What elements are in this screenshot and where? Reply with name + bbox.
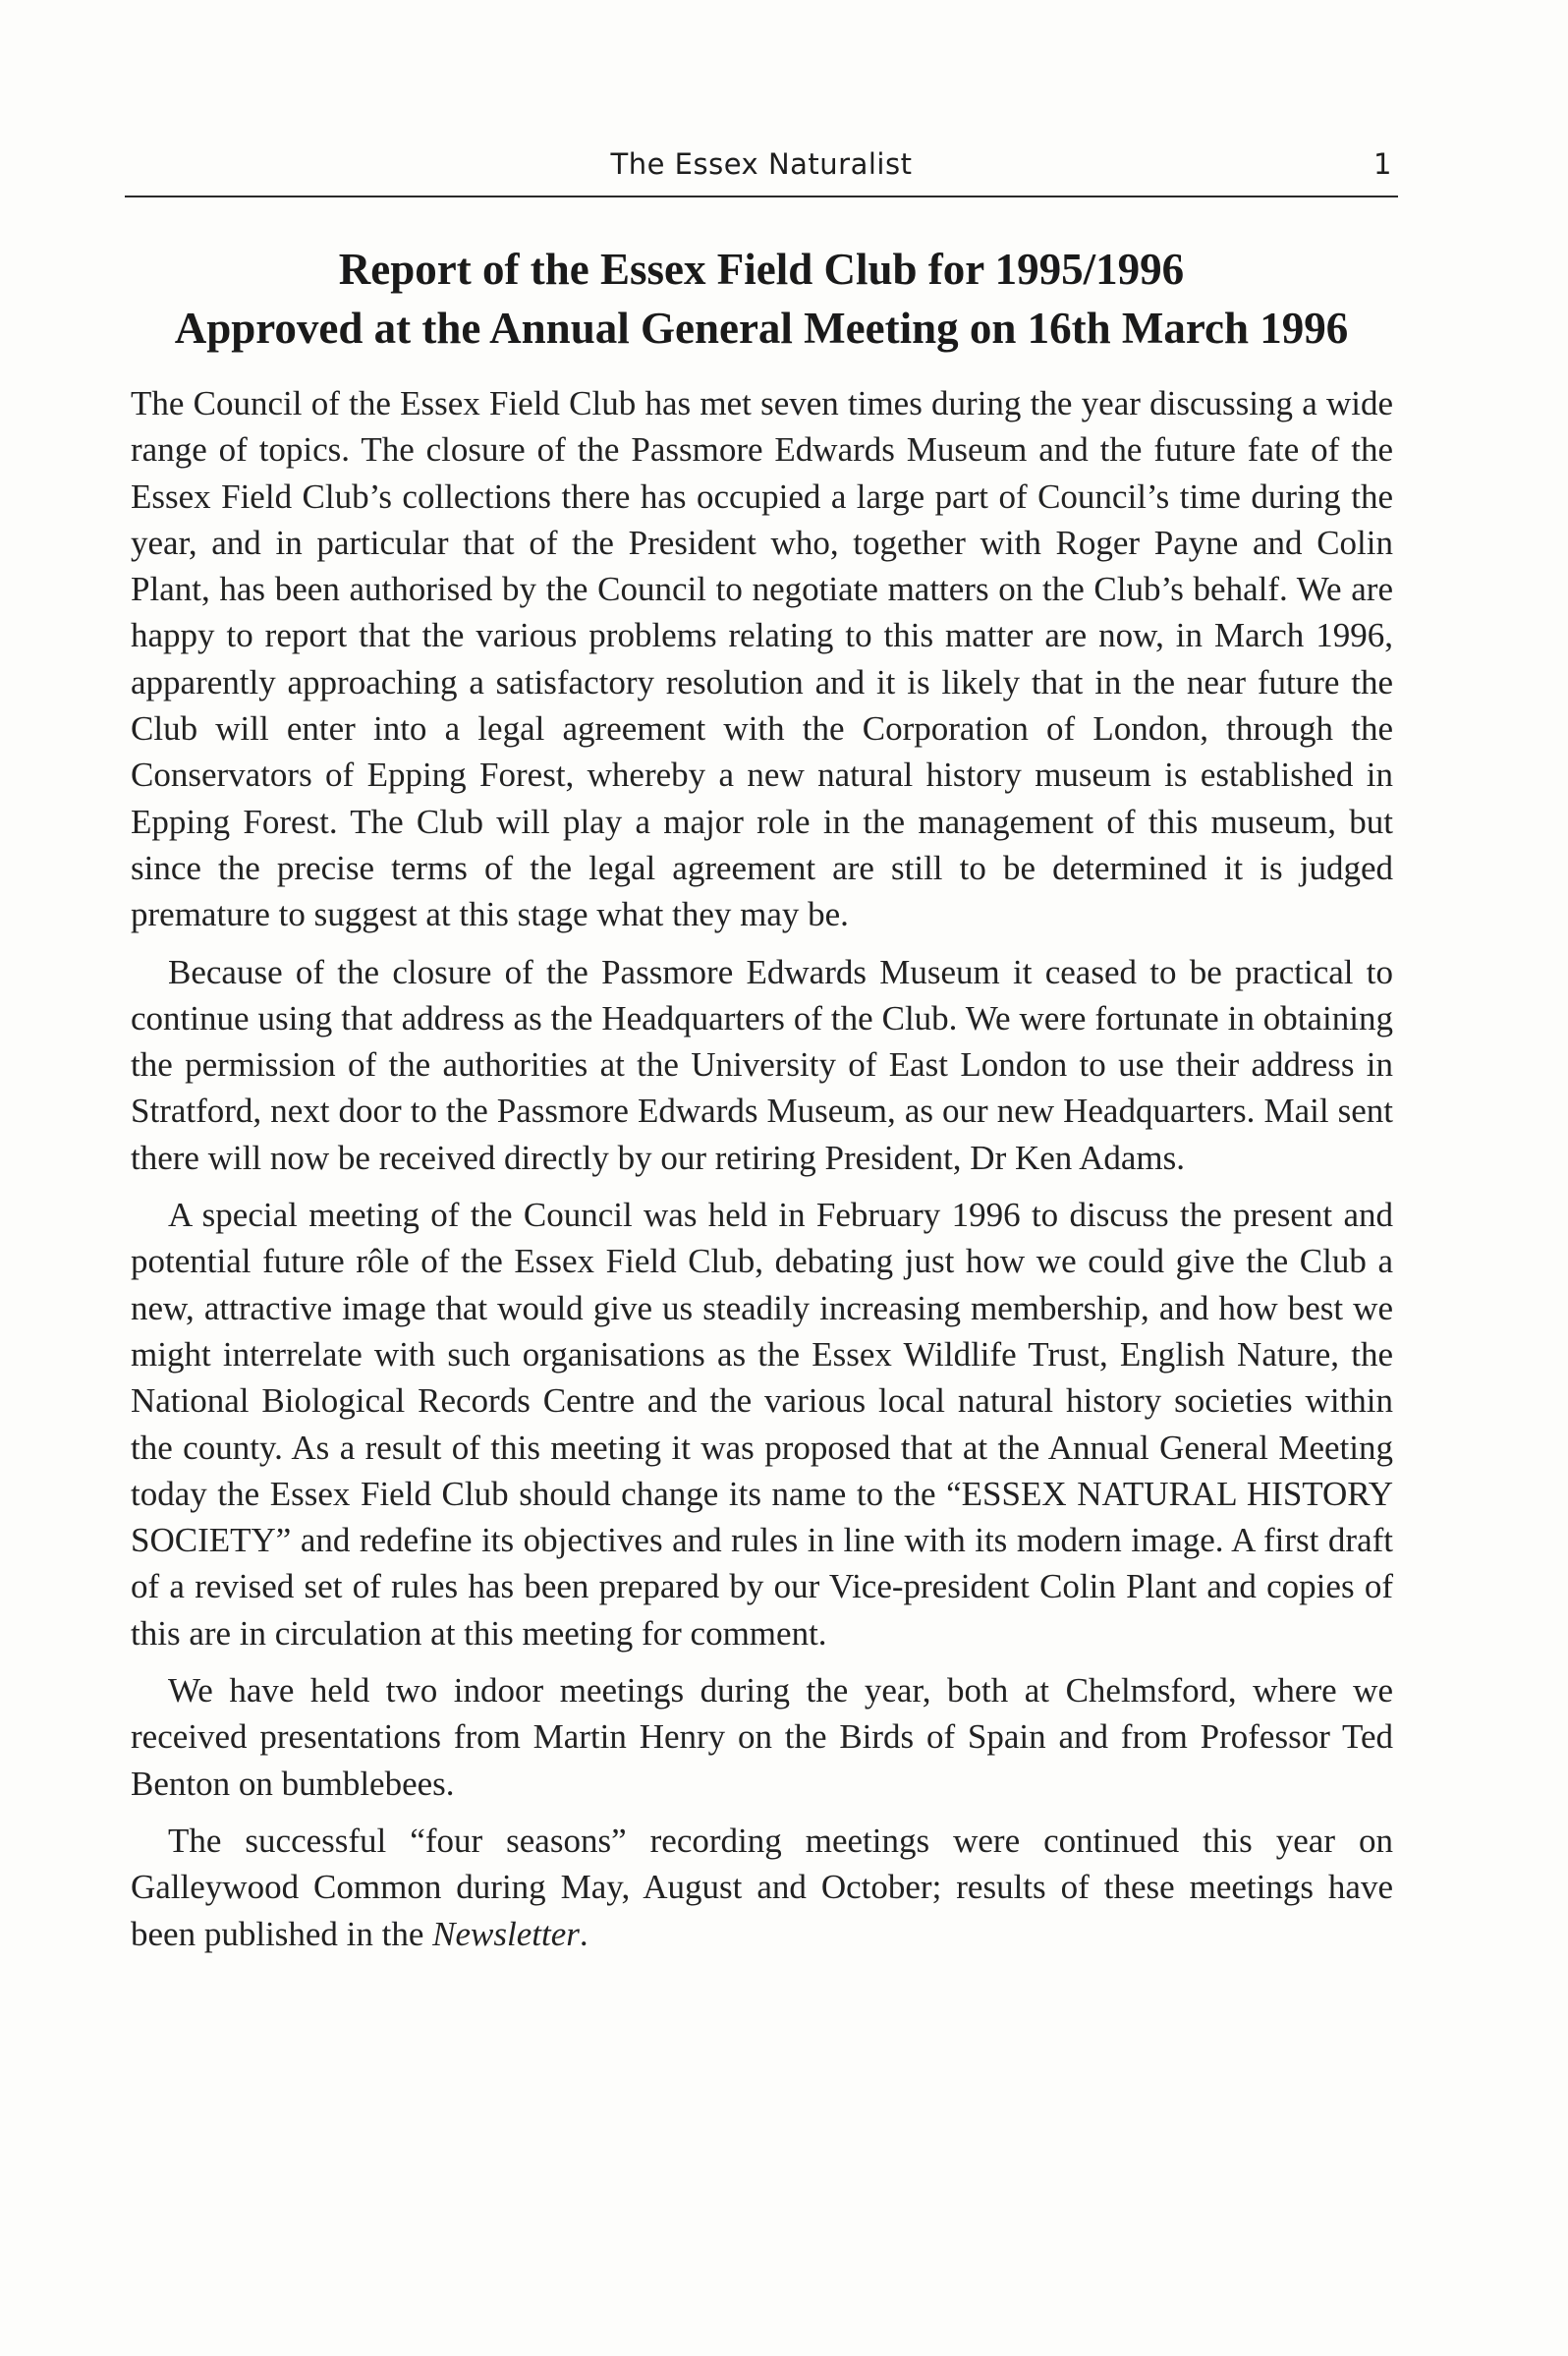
article-body [131,380,1393,1968]
title-line-2: Approved at the Annual General Meeting on 16th March 1996 [174,304,1349,353]
paragraph-5-text: The successful “four seasons” recording meetings were continued this year on Galleywood Common during May, August and October; results of these meetings have been published in the [131,1821,1393,1953]
running-header [125,147,1398,187]
page-number: 1 [1373,147,1392,181]
header-rule [125,196,1398,197]
article-title [125,240,1398,358]
paragraph-2: Because of the closure of the Passmore Edwards Museum it ceased to be practical to continue using that address as the Headquarters of the Club. We were fortunate in obtaining the permission of the authorities at the University of East London to use their address in Stratford, next door to the Passmore Edwards Museum, as our new Headquarters. Mail sent there will now be received directly by our retiring President, Dr Ken Adams. [131,952,1393,1177]
paragraph-3: A special meeting of the Council was held in February 1996 to discuss the present and potential future rôle of the Essex Field Club, debating just how we could give the Club a new, attractive image that would give us steadily increasing membership, and how best we might interrelate with such organisations as the Essex Wildlife Trust, English Nature, the National Biological Records Centre and the various local natural history societies within the county. As a result of this meeting it was proposed that at the Annual General Meeting today the Essex Field Club should change its name to the “ESSEX NATURAL HISTORY SOCIETY” and redefine its objectives and rules in line with its modern image. A first draft of a revised set of rules has been prepared by our Vice-president Colin Plant and copies of this are in circulation at this meeting for comment. [131,1196,1393,1653]
journal-title: The Essex Naturalist [610,147,913,181]
title-line-1: Report of the Essex Field Club for 1995/1996 [338,245,1185,294]
paragraph-1: The Council of the Essex Field Club has met seven times during the year discussing a wide range of topics. The closure of the Passmore Edwards Museum and the future fate of the Essex Field Club’s collections there has occupied a large part of Council’s time during the year, and in particular that of the President who, together with Roger Payne and Colin Plant, has been authorised by the Council to negotiate matters on the Club’s behalf. We are happy to report that the various problems relating to this matter are now, in March 1996, apparently approaching a satisfactory resolution and it is likely that in the near future the Club will enter into a legal agreement with the Corporation of London, through the Conservators of Epping Forest, whereby a new natural history museum is established in Epping Forest. The Club will play a major role in the management of this museum, but since the precise terms of the legal agreement are still to be determined it is judged premature to suggest at this stage what they may be. [131,384,1393,934]
paragraph-5 [131,1818,1393,1957]
paragraph-5-end: . [579,1914,588,1953]
paragraph-4: We have held two indoor meetings during the year, both at Chelmsford, where we received presentations from Martin Henry on the Birds of Spain and from Professor Ted Benton on bumblebees. [131,1671,1393,1803]
newsletter-title: Newsletter [432,1914,580,1953]
